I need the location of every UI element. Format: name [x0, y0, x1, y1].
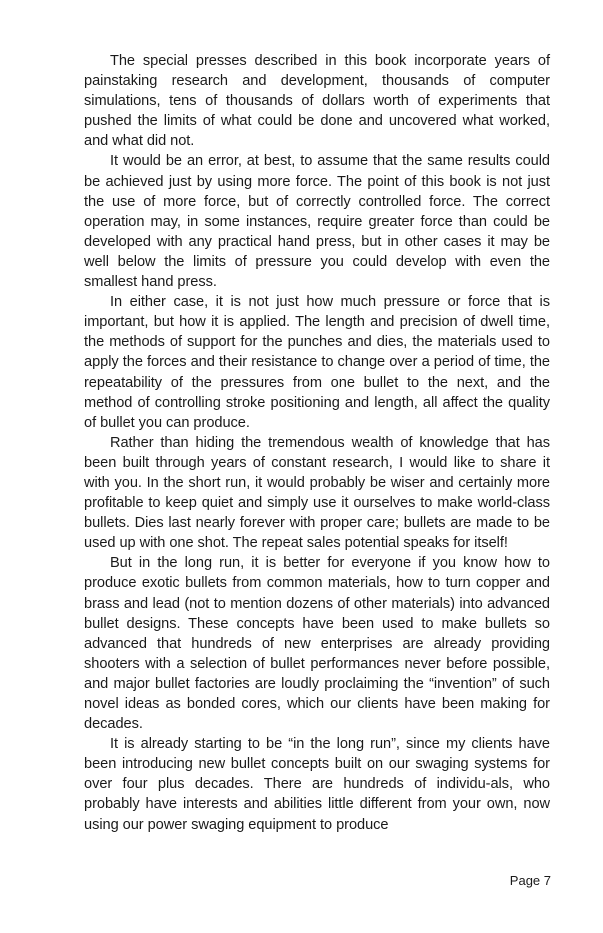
paragraph-1: The special presses described in this book incorporate years of painstaking research and development, thousands of computer simulations, tens of thousands of dollars worth of experiments that pushed the limits of what could be done and uncovered what worked, and what did not. — [84, 53, 550, 150]
paragraph-2: It would be an error, at best, to assume that the same results could be achieved just by using more force. The point of this book is not just the use of more force, but of correctly controlled force. The correct operation may, in some instances, require greater force than could be developed with any practical hand press, but in other cases it may be well below the limits of pressure you could develop with even the smallest hand press. — [84, 153, 550, 291]
paragraph-6: It is already starting to be “in the long run”, since my clients have been introducing new bullet concepts built on our swaging systems for over four plus decades. There are hundreds of individu-als, who probably have interests and abilities little different from your own, now using our power swaging equipment to produce — [84, 736, 550, 833]
paragraph-4: Rather than hiding the tremendous wealth of knowledge that has been built through years of constant research, I would like to share it with you. In the short run, it would probably be wiser and certainly more profitable to keep quiet and simply use it ourselves to make world-class bullets. Dies last nearly forever with proper care; bullets are made to be used up with one shot. The repeat sales potential speaks for itself! — [84, 434, 550, 552]
page-number: Page 7 — [509, 873, 551, 888]
body-text — [84, 51, 550, 835]
paragraph-3: In either case, it is not just how much pressure or force that is important, but how it is applied. The length and precision of dwell time, the methods of support for the punches and dies, the materials used to apply the forces and their resistance to change over a period of time, the repeatability of the pressures from one bullet to the next, and the method of controlling stroke positioning and length, all affect the quality of bullet you can produce. — [84, 294, 550, 431]
paragraph-5: But in the long run, it is better for everyone if you know how to produce exotic bullets from common materials, how to turn copper and brass and lead (not to mention dozens of other materials) into advanced bullet designs. These concepts have been used to make bullets so advanced that hundreds of new enterprises are already providing shooters with a selection of bullet performances never before possible, and major bullet factories are loudly proclaiming the “invention” of such novel ideas as bonded cores, which our clients have been making for decades. — [84, 555, 550, 733]
